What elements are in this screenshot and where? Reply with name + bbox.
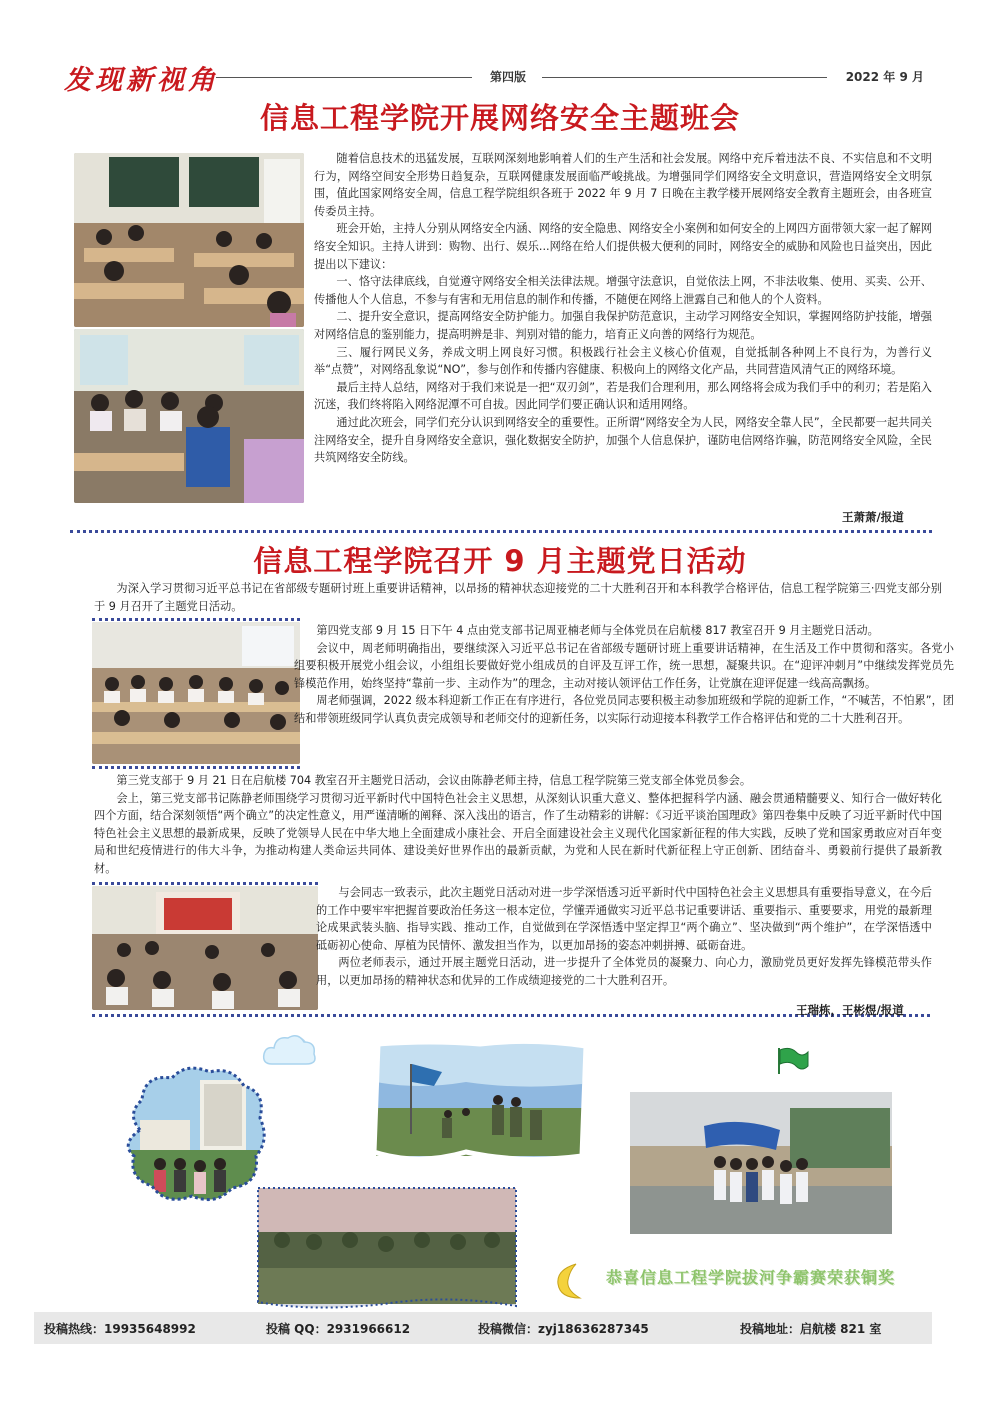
article2-paragraph: 周老师强调，2022 级本科迎新工作正在有序进行，各位党员同志要积极主动参加班级和学院的迎新工作，“不喊苦，不怕累”，团结和带领班级同学认真负责完成领导和老师交付的迎新任务，以实际行动迎接本科教学工作合格评估和党的二十大胜利召开。 bbox=[294, 694, 954, 725]
classroom-photo-2 bbox=[74, 329, 304, 503]
submission-qq: 投稿 QQ：2931966612 bbox=[266, 1322, 411, 1336]
article2-paragraph: 第四党支部 9 月 15 日下午 4 点由党支部书记周亚楠老师与全体党员在启航楼 817 教室召开 9 月主题党日活动。 bbox=[316, 624, 879, 637]
article2-block2 bbox=[94, 772, 942, 878]
photo-frame-top bbox=[92, 618, 300, 621]
article1-paragraph: 最后主持人总结，网络对于我们来说是一把“双刃剑”，若是我们合理利用，那么网络将会成为我们手中的利刃；若是陷入沉迷，我们终将陷入网络泥潭不可自拔。因此同学们要正确认识和适用网络。 bbox=[314, 380, 932, 412]
article1-title: 信息工程学院开展网络安全主题班会 bbox=[259, 101, 740, 135]
campus-photo-cloud bbox=[120, 1060, 270, 1210]
gallery-caption: 恭喜信息工程学院拔河争霸赛荣获铜奖 bbox=[606, 1268, 896, 1287]
article2-paragraph: 会上，第三党支部书记陈静老师围绕学习贯彻习近平新时代中国特色社会主义思想，从深刻认识重大意义、整体把握科学内涵、融会贯通精髓要义、知行合一做好转化四个方面，结合深刻领悟“两个确立”的决定性意义，用严谨清晰的阐释、深入浅出的语言，作了生动精彩的讲解：《习近平谈治国理政》第四卷集中反映了习近平新时代中国特色社会主义思想的最新成果，反映了党领导人民在中华大地上全面建成小康社会、开启全面建设社会主义现代化国家新征程的伟大实践，反映了党和国家勇敢应对百年变局和世纪疫情进行的伟大斗争，为推动构建人类命运共同体、建设美好世界作出的最新贡献，为党和人民在新时代新征程上守正创新、团结奋斗、勇毅前行提供了最新教材。 bbox=[94, 791, 942, 875]
submission-wechat: 投稿微信：zyj18636287345 bbox=[478, 1322, 649, 1336]
cloud-icon bbox=[262, 1030, 318, 1074]
classroom-photo-1 bbox=[74, 153, 304, 327]
masthead-rule-left bbox=[216, 77, 472, 78]
section-divider bbox=[70, 530, 932, 533]
tug-of-war-team-photo bbox=[630, 1092, 892, 1234]
article2-block1 bbox=[294, 622, 954, 728]
masthead-logo: 发现新视角 bbox=[64, 65, 219, 96]
masthead-rule-right bbox=[542, 77, 827, 78]
article2-title: 信息工程学院召开 9 月主题党日活动 bbox=[253, 544, 747, 578]
article1-paragraph: 班会开始，主持人分别从网络安全内涵、网络的安全隐患、网络安全小案例和如何安全的上网四方面带领大家一起了解网络安全知识。主持人讲到：购物、出行、娱乐...网络在给人们提供极大便利的同时，网络安全的威胁和风险也日益突出，因此提出以下建议： bbox=[314, 222, 932, 271]
article1-paragraph: 三、履行网民义务，养成文明上网良好习惯。积极践行社会主义核心价值观，自觉抵制各种网上不良行为，为善行义举“点赞”，对网络乱象说“NO”，参与创作和传播内容健康、积极向上的网络文化产品，共同营造风清气正的网络环境。 bbox=[314, 345, 932, 377]
submission-hotline: 投稿热线：19935648992 bbox=[44, 1322, 196, 1336]
article1-paragraph: 通过此次班会，同学们充分认识到网络安全的重要性。正所谓“网络安全为人民，网络安全靠人民”，全民都要一起共同关注网络安全，提升自身网络安全意识，强化数据安全防护，加强个人信息保护，谨防电信网络诈骗，防范网络安全风险，全民共筑网络安全防线。 bbox=[314, 415, 932, 465]
soldiers-salute-photo bbox=[252, 1184, 522, 1310]
masthead bbox=[64, 56, 924, 96]
crescent-moon-icon bbox=[552, 1260, 586, 1302]
photo-frame-bottom bbox=[92, 766, 300, 769]
green-flag-icon bbox=[776, 1046, 810, 1076]
article2-intro bbox=[94, 580, 942, 615]
article1-paragraph: 随着信息技术的迅猛发展，互联网深刻地影响着人们的生产生活和社会发展。网络中充斥着违法不良、不实信息和不文明行为，网络空间安全形势日趋复杂，互联网健康发展面临严峻挑战。为增强同学们网络安全文明意识，营造网络安全文明氛围，值此国家网络安全周，信息工程学院组织各班于 2022 年 9 月 7 日晚在主教学楼开展网络安全教育主题班会，由各班宣传委员主持。 bbox=[314, 152, 932, 218]
article2-paragraph: 两位老师表示，通过开展主题党日活动，进一步提升了全体党员的凝聚力、向心力，激励党员更好发挥先锋模范带头作用，以更加昂扬的精神状态和优异的工作成绩迎接党的二十大胜利召开。 bbox=[316, 956, 932, 987]
military-training-photo bbox=[370, 1038, 592, 1168]
article2-paragraph: 会议中，周老师明确指出，要继续深入习近平总书记在省部级专题研讨班上重要讲话精神，在生活及工作中贯彻和落实。各党小组要积极开展党小组会议，小组组长要做好党小组成员的自评及互评工作，统一思想，凝聚共识。在“迎评冲刺月”中继续发挥党员先锋模范作用，始终坚持“靠前一步、主动作为”的理念，主动对接认领评估工作任务，让党旗在迎评促建一线高高飘扬。 bbox=[294, 641, 954, 690]
issue-label: 第四版 bbox=[490, 70, 527, 84]
party-meeting-photo-1 bbox=[92, 622, 300, 764]
article2-block3 bbox=[316, 884, 932, 990]
article2-paragraph: 第三党支部于 9 月 21 日在启航楼 704 教室召开主题党日活动，会议由陈静老师主持，信息工程学院第三党支部全体党员参会。 bbox=[116, 774, 752, 787]
article1-byline: 王萧萧/报道 bbox=[842, 510, 904, 524]
contact-footer bbox=[34, 1312, 932, 1344]
article2-intro-text: 为深入学习贯彻习近平总书记在省部级专题研讨班上重要讲话精神，以昂扬的精神状态迎接党的二十大胜利召开和本科教学合格评估，信息工程学院第三·四党支部分别于 9 月召开了主题党日活动。 bbox=[94, 582, 942, 613]
article1-paragraph: 一、恪守法律底线，自觉遵守网络安全相关法律法规。增强守法意识，自觉依法上网，不非法收集、使用、买卖、公开、传播他人个人信息，不参与有害和无用信息的制作和传播，不随便在网络上泄露自己和他人的个人资料。 bbox=[314, 275, 932, 306]
article1-body bbox=[314, 150, 932, 467]
party-meeting-photo-2 bbox=[92, 886, 318, 1010]
article2-byline: 王瑞栋，王彬煜/报道 bbox=[796, 1003, 904, 1017]
article2-paragraph: 与会同志一致表示，此次主题党日活动对进一步学深悟透习近平新时代中国特色社会主义思想具有重要指导意义，在今后的工作中要牢牢把握首要政治任务这一根本定位，学懂弄通做实习近平总书记重要讲话、重要指示、重要要求，用党的最新理论成果武装头脑、指导实践、推动工作，自觉做到在学深悟透中坚定捍卫“两个确立”、坚决做到“两个维护”，在学深悟透中砥砺初心使命、厚植为民情怀、激发担当作为，以更加昂扬的姿态冲刺拼搏、砥砺奋进。 bbox=[316, 886, 932, 952]
issue-date: 2022 年 9 月 bbox=[845, 70, 924, 84]
photo-frame-top-2 bbox=[92, 882, 318, 885]
article1-paragraph: 二、提升安全意识，提高网络安全防护能力。加强自我保护防范意识，主动学习网络安全知识，掌握网络防护技能，增强对网络信息的鉴别能力，提高明辨是非、判别对错的能力，培育正义向善的网络行为规范。 bbox=[314, 310, 932, 341]
submission-address: 投稿地址：启航楼 821 室 bbox=[740, 1322, 882, 1336]
